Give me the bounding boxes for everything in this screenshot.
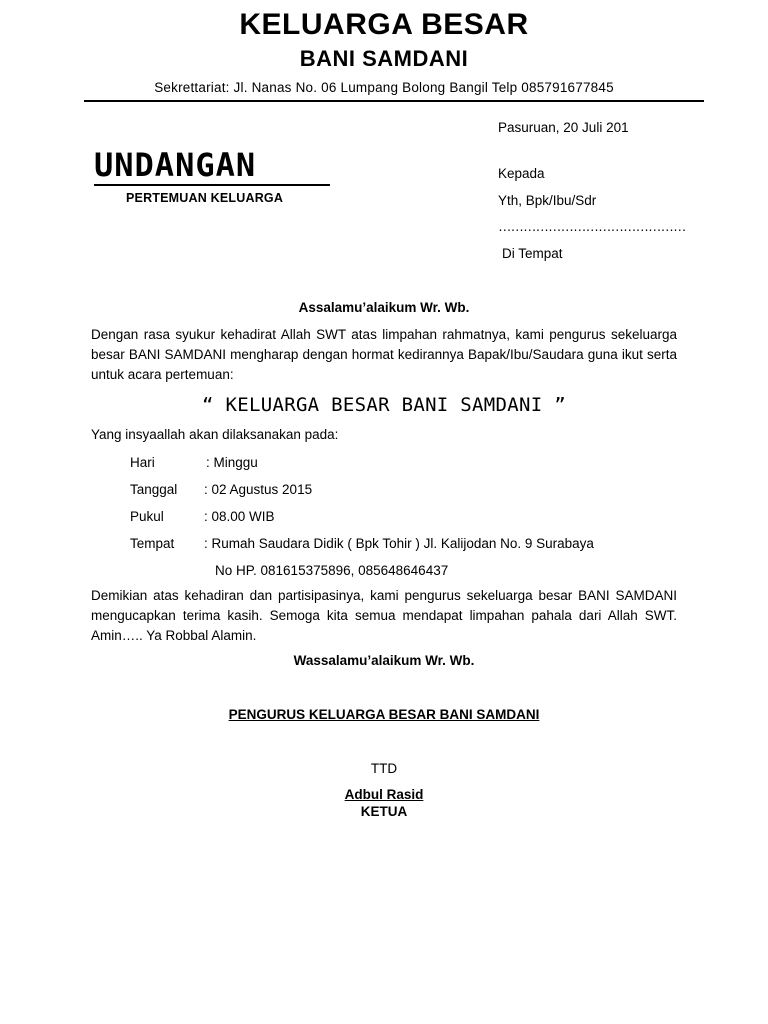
secretariat-line: Sekrettariat: Jl. Nanas No. 06 Lumpang Bolong Bangil Telp 085791677845 (154, 80, 614, 95)
detail-value: : 02 Agustus 2015 (204, 482, 313, 497)
detail-value: : Rumah Saudara Didik ( Bpk Tohir ) Jl. Kalijodan No. 9 Surabaya (204, 536, 594, 551)
committee-name: PENGURUS KELUARGA BESAR BANI SAMDANI (228, 707, 540, 722)
detail-value: : Minggu (206, 455, 258, 470)
detail-value: : 08.00 WIB (204, 509, 275, 524)
letterhead-divider (84, 100, 704, 102)
detail-label: Tanggal (130, 482, 178, 497)
recipient-label: Yth, Bpk/Ibu/Sdr (498, 193, 597, 208)
opening-paragraph: Dengan rasa syukur kehadirat Allah SWT atas limpahan rahmatnya, kami pengurus sekeluarga besar BANI SAMDANI mengharap dengan hormat kedirannya Bapak/Ibu/Saudara guna ikut serta untuk acara pertemuan: (91, 327, 677, 382)
signer-role: KETUA (360, 804, 408, 819)
invitation-title: UNDANGAN (94, 146, 257, 184)
farewell: Wassalamu’alaikum Wr. Wb. (293, 653, 475, 668)
contact-phone: No HP. 081615375896, 085648646437 (215, 563, 449, 578)
place-date: Pasuruan, 20 Juli 201 (498, 120, 629, 135)
schedule-intro: Yang insyaallah akan dilaksanakan pada: (91, 427, 339, 442)
location-label: Di Tempat (502, 246, 563, 261)
org-subtitle: BANI SAMDANI (299, 46, 469, 71)
detail-label: Hari (130, 455, 155, 470)
invitation-title-underline (94, 184, 330, 186)
signer-name: Adbul Rasid (344, 787, 424, 802)
detail-label: Tempat (130, 536, 175, 551)
recipient-blank: ……………………………………… (498, 219, 686, 234)
org-title: KELUARGA BESAR (239, 8, 529, 41)
invitation-subtitle: PERTEMUAN KELUARGA (126, 191, 284, 205)
greeting: Assalamu’alaikum Wr. Wb. (298, 300, 470, 315)
signature-mark: TTD (370, 761, 398, 776)
closing-paragraph: Demikian atas kehadiran dan partisipasinya, kami pengurus sekeluarga besar BANI SAMDANI mengucapkan terima kasih. Semoga kita semua mendapat limpahan pahala dari Allah SWT. Amin….. Ya Robbal Alamin. (91, 588, 677, 643)
to-label: Kepada (498, 166, 545, 181)
detail-label: Pukul (130, 509, 164, 524)
event-name: “ KELUARGA BESAR BANI SAMDANI ” (202, 394, 566, 416)
